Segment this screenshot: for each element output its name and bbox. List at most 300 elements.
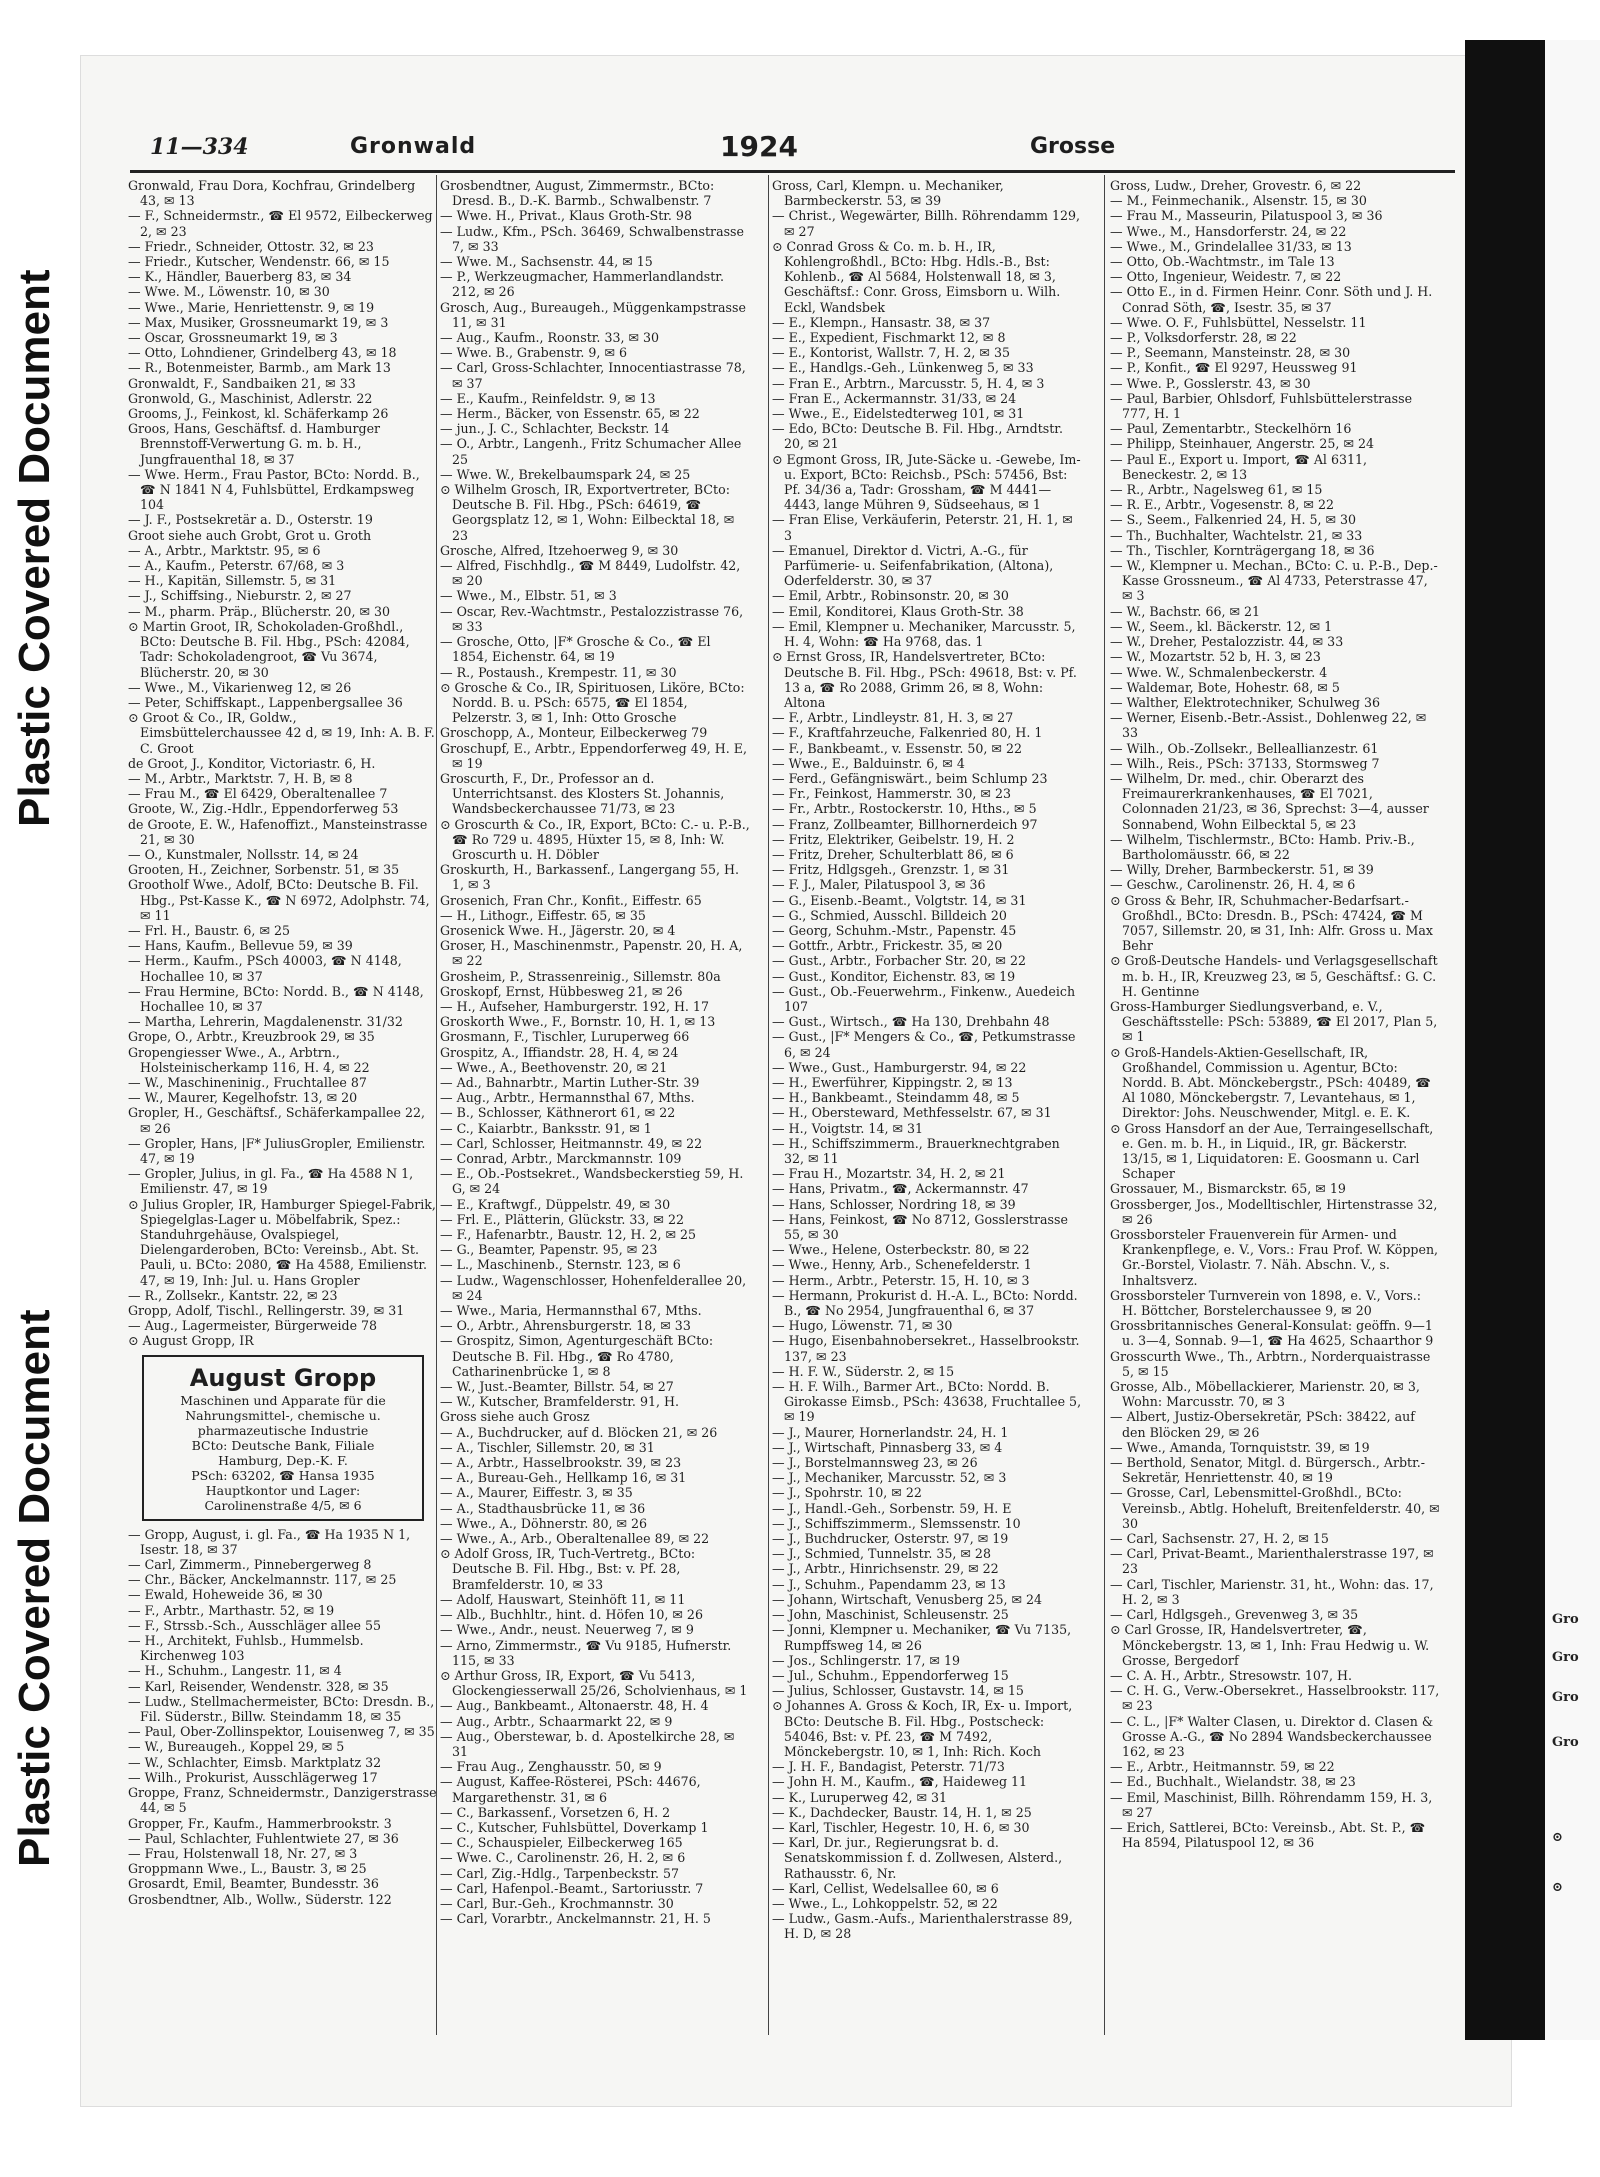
directory-entry: — Wwe. W., Brekelbaumspark 24, ✉ 25: [440, 466, 691, 482]
directory-entry: — Fran Elise, Verkäuferin, Peterstr. 21, H. 1, ✉ 3: [772, 512, 1073, 543]
margin-mark: Gro: [1552, 1735, 1579, 1750]
directory-entry: Grooms, J., Feinkost, kl. Schäferkamp 26: [128, 406, 389, 422]
directory-entry: Grosse, Alb., Möbellackierer, Marienstr. 20, ✉ 3, Wohn: Marcusstr. 70, ✉ 3: [1110, 1379, 1420, 1410]
directory-entry: — A., Maurer, Eiffestr. 3, ✉ 35: [440, 1485, 633, 1501]
directory-entry: — Aug., Oberstewar, b. d. Apostelkirche 28, ✉ 31: [440, 1728, 735, 1759]
directory-entry: — Wwe., A., Beethovenstr. 20, ✉ 21: [440, 1059, 668, 1075]
directory-entry: — P., Werkzeugmacher, Hammerlandlandstr. 212, ✉ 26: [440, 269, 724, 300]
directory-column-4: [1110, 178, 1440, 2028]
directory-column-1: [128, 178, 438, 2028]
directory-entry: — A., Tischler, Sillemstr. 20, ✉ 31: [440, 1439, 655, 1455]
directory-entry: — Waldemar, Bote, Hohestr. 68, ✉ 5: [1110, 679, 1340, 695]
directory-entry: Grossborsteler Frauenverein für Armen- und Krankenpflege, e. V., Vors.: Frau Prof. W. Köppen, Gr.-Borstel, Violastr. 7. Näh. Abschn. V., s. Inhaltsverz.: [1110, 1227, 1439, 1288]
directory-entry: Grosardt, Emil, Beamter, Bundesstr. 36: [128, 1876, 379, 1892]
directory-entry: — Carl, Bur.-Geh., Krochmannstr. 30: [440, 1895, 674, 1911]
margin-mark: Gro: [1552, 1690, 1579, 1705]
directory-entry: Gronwold, G., Maschinist, Adlerstr. 22: [128, 390, 373, 406]
directory-entry: — J. F., Postsekretär a. D., Osterstr. 19: [128, 512, 373, 528]
directory-entry: — Wwe. M., Sachsenstr. 44, ✉ 15: [440, 254, 653, 270]
directory-entry: Grossauer, M., Bismarckstr. 65, ✉ 19: [1110, 1181, 1346, 1197]
directory-entry: — J., Schuhm., Papendamm 23, ✉ 13: [772, 1576, 1006, 1592]
directory-entry: — Hugo, Eisenbahnobersekret., Hasselbrookstr. 137, ✉ 23: [772, 1333, 1080, 1364]
directory-entry: — Wwe., A., Arb., Oberaltenallee 89, ✉ 22: [440, 1531, 710, 1547]
directory-entry: — Alfred, Fischhdlg., ☎ M 8449, Ludolfstr. 42, ✉ 20: [440, 558, 741, 589]
margin-mark: Gro: [1552, 1650, 1579, 1665]
directory-entry: Gronwald, Frau Dora, Kochfrau, Grindelberg 43, ✉ 13: [128, 178, 416, 209]
directory-entry: Gropler, H., Geschäftsf., Schäferkampallee 22, ✉ 26: [128, 1105, 425, 1136]
directory-entry: Grossborsteler Turnverein von 1898, e. V., Vors.: H. Böttcher, Borstelerchaussee 9, ✉ 20: [1110, 1287, 1422, 1319]
directory-entry: — Emil, Konditorei, Klaus Groth-Str. 38: [772, 603, 1024, 619]
directory-entry: — Johann, Wirtschaft, Venusberg 25, ✉ 24: [772, 1591, 1043, 1607]
directory-entry: — Wwe. M., Löwenstr. 10, ✉ 30: [128, 284, 330, 300]
directory-entry: — M., Feinmechanik., Alsenstr. 15, ✉ 30: [1110, 193, 1367, 209]
directory-entry: — Max, Musiker, Grossneumarkt 19, ✉ 3: [128, 314, 389, 330]
directory-entry: — R., Botenmeister, Barmb., am Mark 13: [128, 360, 391, 376]
directory-entry: Grosche, Alfred, Itzehoerweg 9, ✉ 30: [440, 542, 679, 558]
directory-entry: — J., Mechaniker, Marcusstr. 52, ✉ 3: [772, 1470, 1007, 1486]
directory-entry: — Fran E., Ackermannstr. 31/33, ✉ 24: [772, 390, 1017, 406]
directory-entry: — Ad., Bahnarbtr., Martin Luther-Str. 39: [440, 1074, 700, 1090]
directory-entry: — E., Handlgs.-Geh., Lünkenweg 5, ✉ 33: [772, 360, 1034, 376]
directory-entry: — Otto, Lohndiener, Grindelberg 43, ✉ 18: [128, 345, 397, 361]
directory-entry: — Gropp, August, i. gl. Fa., ☎ Ha 1935 N 1, Isestr. 18, ✉ 37: [128, 1526, 411, 1557]
directory-entry: — H., Aufseher, Hamburgerstr. 192, H. 17: [440, 998, 709, 1014]
directory-entry: — Erich, Sattlerei, BCto: Vereinsb., Abt. St. P., ☎ Ha 8594, Pilatuspool 12, ✉ 36: [1110, 1819, 1426, 1851]
directory-entry: Grosenich, Fran Chr., Konfit., Eiffestr. 65: [440, 892, 702, 908]
directory-entry: — C., Kaiarbtr., Banksstr. 91, ✉ 1: [440, 1120, 652, 1136]
directory-entry: — Carl, Zig.-Hdlg., Tarpenbeckstr. 57: [440, 1865, 680, 1881]
directory-entry: — Wwe., E., Balduinstr. 6, ✉ 4: [772, 755, 965, 771]
directory-entry: — Frl. H., Baustr. 6, ✉ 25: [128, 922, 291, 938]
directory-entry: — J., Handl.-Geh., Sorbenstr. 59, H. E: [772, 1500, 1012, 1516]
directory-entry: — Martha, Lehrerin, Magdalenenstr. 31/32: [128, 1014, 403, 1030]
directory-entry: — Wilh., Ob.-Zollsekr., Belleallianzestr. 61: [1110, 740, 1379, 756]
directory-entry: — Wwe., Gust., Hamburgerstr. 94, ✉ 22: [772, 1059, 1027, 1075]
directory-entry: Grossbritannisches General-Konsulat: geöffn. 9—1 u. 3—4, Sonnab. 9—1, ☎ Ha 4625, Schaarthor 9: [1110, 1318, 1434, 1349]
directory-entry: — E., Kontorist, Wallstr. 7, H. 2, ✉ 35: [772, 345, 1010, 361]
directory-entry: — W., Klempner u. Mechan., BCto: C. u. P.-B., Dep.-Kasse Grossneum., ☎ Al 4733, Peterstrasse 47, ✉ 3: [1110, 558, 1438, 604]
directory-entry: ⊙ Gross & Behr, IR, Schuhmacher-Bedarfsart.-Großhdl., BCto: Dresdn. B., PSch: 47424, ☎ M 7057, Sillemstr. 20, ✉ 31, Inh: Alfr. Gross u. Max Behr: [1110, 892, 1434, 954]
directory-entry: — Carl, Sachsenstr. 27, H. 2, ✉ 15: [1110, 1531, 1329, 1547]
directory-entry: — Carl, Hdlgsgeh., Grevenweg 3, ✉ 35: [1110, 1607, 1359, 1623]
directory-entry: — Wilh., Prokurist, Ausschlägerweg 17: [128, 1769, 378, 1785]
directory-entry: — Oscar, Grossneumarkt 19, ✉ 3: [128, 330, 338, 346]
directory-entry: — Gust., Arbtr., Forbacher Str. 20, ✉ 22: [772, 953, 1026, 969]
directory-entry: — J., Schmied, Tunnelstr. 35, ✉ 28: [772, 1546, 991, 1562]
directory-entry: — Carl, Schlosser, Heitmannstr. 49, ✉ 22: [440, 1135, 703, 1151]
directory-entry: — Herm., Arbtr., Peterstr. 15, H. 10, ✉ 3: [772, 1272, 1030, 1288]
directory-entry: ⊙ Groot & Co., IR, Goldw., Eimsbüttelerchaussee 42 d, ✉ 19, Inh: A. B. F. C. Groot: [128, 710, 435, 756]
directory-entry: — Wwe. H., Privat., Klaus Groth-Str. 98: [440, 208, 692, 224]
directory-entry: — R., Postaush., Krempestr. 11, ✉ 30: [440, 664, 677, 680]
directory-entry: — Wwe. C., Carolinenstr. 26, H. 2, ✉ 6: [440, 1850, 686, 1866]
header-right-word: Grosse: [1030, 134, 1116, 159]
directory-entry: — K., Händler, Bauerberg 83, ✉ 34: [128, 269, 352, 285]
directory-entry: — O., Arbtr., Langenh., Fritz Schumacher Allee 25: [440, 436, 742, 467]
directory-entry: Grosenick Wwe. H., Jägerstr. 20, ✉ 4: [440, 922, 676, 938]
directory-entry: — Wilhelm, Dr. med., chir. Oberarzt des Freimaurerkrankenhauses, ☎ El 7021, Colonnaden 21/23, ✉ 36, Sprechst: 3—4, ausser Sonnabend, Wohn Eilbecktal 5, ✉ 23: [1110, 770, 1429, 832]
directory-entry: — L., Maschinenb., Sternstr. 123, ✉ 6: [440, 1257, 681, 1273]
directory-entry: — Ewald, Hoheweide 36, ✉ 30: [128, 1587, 323, 1603]
directory-entry: Groser, H., Maschinenmstr., Papenstr. 20, H. A, ✉ 22: [440, 938, 743, 969]
directory-entry: — H., Ewerführer, Kippingstr. 2, ✉ 13: [772, 1074, 1013, 1090]
directory-entry: — F., Arbtr., Lindleystr. 81, H. 3, ✉ 27: [772, 710, 1014, 726]
directory-entry: — Gust., Ob.-Feuerwehrm., Finkenw., Auedeich 107: [772, 983, 1076, 1014]
directory-entry: — G., Beamter, Papenstr. 95, ✉ 23: [440, 1242, 658, 1258]
side-caption-bottom: Plastic Covered Document: [10, 1309, 59, 1867]
directory-entry: — W., Just.-Beamter, Billstr. 54, ✉ 27: [440, 1379, 674, 1395]
directory-entry: — W., Schlachter, Eimsb. Marktplatz 32: [128, 1754, 382, 1770]
directory-entry: — R., Zollsekr., Kantstr. 22, ✉ 23: [128, 1287, 338, 1303]
directory-entry: — Emanuel, Direktor d. Victri, A.-G., für Parfümerie- u. Seifenfabrikation, (Altona), Oderfelderstr. 30, ✉ 37: [772, 542, 1054, 589]
directory-entry: — B., Schlosser, Käthnerort 61, ✉ 22: [440, 1105, 676, 1121]
directory-entry: ⊙ Arthur Gross, IR, Export, ☎ Vu 5413, Glockengiesserwall 25/26, Scholvienhaus, ✉ 1: [440, 1667, 748, 1699]
directory-entry: — Fritz, Hdlgsgeh., Grenzstr. 1, ✉ 31: [772, 862, 1010, 878]
directory-entry: Gross, Ludw., Dreher, Grovestr. 6, ✉ 22: [1110, 178, 1362, 193]
directory-entry: — Julius, Schlosser, Gustavstr. 14, ✉ 15: [772, 1683, 1024, 1699]
directory-entry: Groote, W., Zig.-Hdlr., Eppendorferweg 53: [128, 801, 399, 817]
directory-entry: Groschopp, A., Monteur, Eilbeckerweg 79: [440, 725, 708, 741]
directory-entry: — Chr., Bäcker, Anckelmannstr. 117, ✉ 25: [128, 1572, 397, 1588]
directory-entry: Grope, O., Arbtr., Kreuzbrook 29, ✉ 35: [128, 1029, 375, 1045]
advertisement-line: Maschinen und Apparate für die: [180, 1392, 386, 1408]
margin-mark: ⊙: [1552, 1880, 1563, 1895]
directory-entry: — Peter, Schiffskapt., Lappenbergsallee 36: [128, 694, 403, 710]
directory-entry: — Willy, Dreher, Barmbeckerstr. 51, ✉ 39: [1110, 862, 1374, 878]
directory-entry: — Wwe., Maria, Hermannsthal 67, Mths.: [440, 1303, 702, 1319]
directory-entry: — H., Architekt, Fuhlsb., Hummelsb. Kirchenweg 103: [128, 1633, 364, 1664]
directory-entry: — Frau M., ☎ El 6429, Oberaltenallee 7: [128, 786, 388, 802]
directory-entry: Gross-Hamburger Siedlungsverband, e. V., Geschäftsstelle: PSch: 53889, ☎ El 2017, Plan 5, ✉ 1: [1110, 998, 1438, 1045]
directory-entry: — Aug., Kaufm., Roonstr. 33, ✉ 30: [440, 330, 660, 346]
directory-entry: Gross, Carl, Klempn. u. Mechaniker, Barmbeckerstr. 53, ✉ 39: [772, 178, 1004, 209]
directory-entry: — Wwe., M., Vikarienweg 12, ✉ 26: [128, 679, 352, 695]
directory-entry: — Alb., Buchhltr., hint. d. Höfen 10, ✉ 26: [440, 1607, 703, 1623]
directory-entry: Grosbendtner, Alb., Wollw., Süderstr. 122: [128, 1891, 392, 1907]
directory-entry: — Jonni, Klempner u. Mechaniker, ☎ Vu 7135, Rumpffsweg 14, ✉ 26: [772, 1622, 1072, 1653]
directory-entry: — F., Strssb.-Sch., Ausschläger allee 55: [128, 1617, 382, 1633]
directory-entry: — Frl. E., Plätterin, Glückstr. 33, ✉ 22: [440, 1211, 685, 1227]
directory-entry: — H., Voigtstr. 14, ✉ 31: [772, 1120, 924, 1136]
directory-entry: — F., Kraftfahrzeuche, Falkenried 80, H. 1: [772, 725, 1043, 741]
directory-entry: — H., Schiffszimmerm., Brauerknechtgraben 32, ✉ 11: [772, 1135, 1060, 1166]
directory-entry: — Adolf, Hauswart, Steinhöft 11, ✉ 11: [440, 1591, 686, 1607]
directory-entry: — H., Lithogr., Eiffestr. 65, ✉ 35: [440, 907, 646, 923]
directory-entry: — Philipp, Steinhauer, Angerstr. 25, ✉ 24: [1110, 436, 1375, 452]
directory-entry: — W., Mozartstr. 52 b, H. 3, ✉ 23: [1110, 649, 1321, 665]
column-divider: [768, 175, 769, 2035]
directory-entry: — Gropler, Hans, |F* JuliusGropler, Emilienstr. 47, ✉ 19: [128, 1135, 426, 1166]
advertisement-line: Hauptkontor und Lager:: [205, 1482, 361, 1498]
directory-entry: — Emil, Klempner u. Mechaniker, Marcusstr. 5, H. 4, Wohn: ☎ Ha 9768, das. 1: [772, 618, 1076, 650]
directory-entry: Gropp, Adolf, Tischl., Rellingerstr. 39, ✉ 31: [128, 1303, 405, 1319]
directory-entry: — P., Seemann, Mansteinstr. 28, ✉ 30: [1110, 345, 1351, 361]
directory-entry: ⊙ Groscurth & Co., IR, Export, BCto: C.- u. P.-B., ☎ Ro 729 u. 4895, Hüxter 15, ✉ 8, Inh: W. Groscurth u. H. Döbler: [440, 816, 750, 862]
directory-entry: — J., Maurer, Hornerlandstr. 24, H. 1: [772, 1424, 1009, 1440]
directory-entry: — Karl, Tischler, Hegestr. 10, H. 6, ✉ 30: [772, 1819, 1030, 1835]
page-header: [150, 130, 1440, 170]
directory-entry: — Otto, Ob.-Wachtmstr., im Tale 13: [1110, 254, 1335, 270]
directory-entry: — E., Ob.-Postsekret., Wandsbeckerstieg 59, H. G, ✉ 24: [440, 1166, 744, 1197]
directory-entry: — Hans, Feinkost, ☎ No 8712, Gosslerstrasse 55, ✉ 30: [772, 1211, 1068, 1243]
directory-entry: — Wwe. P., Gosslerstr. 43, ✉ 30: [1110, 375, 1311, 391]
directory-entry: Gropper, Fr., Kaufm., Hammerbrookstr. 3: [128, 1815, 392, 1831]
directory-entry: — Karl, Cellist, Wedelsallee 60, ✉ 6: [772, 1880, 999, 1896]
directory-entry: — E., Kraftwgf., Düppelstr. 49, ✉ 30: [440, 1196, 671, 1212]
directory-entry: — Carl, Vorarbtr., Anckelmannstr. 21, H. 5: [440, 1911, 711, 1927]
directory-entry: — Wwe. Herm., Frau Pastor, BCto: Nordd. B., ☎ N 1841 N 4, Fuhlsbüttel, Erdkampsweg 104: [128, 466, 420, 513]
directory-entry: — Frau H., Mozartstr. 34, H. 2, ✉ 21: [772, 1166, 1006, 1182]
directory-entry: — W., Maurer, Kegelhofstr. 13, ✉ 20: [128, 1090, 358, 1106]
directory-entry: — Paul, Schlachter, Fuhlentwiete 27, ✉ 36: [128, 1830, 399, 1846]
directory-entry: — Th., Tischler, Kornträgergang 18, ✉ 36: [1110, 542, 1375, 558]
directory-entry: — Wwe., M., Hansdorferstr. 24, ✉ 22: [1110, 223, 1347, 239]
directory-entry: — J., Schiffszimmerm., Slemssenstr. 10: [772, 1515, 1021, 1531]
directory-entry: — H., Kapitän, Sillemstr. 5, ✉ 31: [128, 573, 337, 589]
directory-entry: — Gropler, Julius, in gl. Fa., ☎ Ha 4588 N 1, Emilienstr. 47, ✉ 19: [128, 1166, 414, 1197]
directory-entry: — H., Schuhm., Langestr. 11, ✉ 4: [128, 1663, 342, 1679]
directory-entry: — W., Seem., kl. Bäckerstr. 12, ✉ 1: [1110, 618, 1333, 634]
directory-entry: ⊙ August Gropp, IR: [128, 1333, 254, 1349]
directory-entry: — Grospitz, Simon, Agenturgeschäft BCto: Deutsche B. Fil. Hbg., ☎ Ro 4780, Catharinenbrücke 1, ✉ 8: [440, 1333, 714, 1379]
directory-entry: — C. L., |F* Walter Clasen, u. Direktor d. Clasen & Grosse A.-G., ☎ No 2894 Wandsbeckerchaussee 162, ✉ 23: [1110, 1713, 1434, 1759]
directory-entry: — J., Borstelmannsweg 23, ✉ 26: [772, 1455, 978, 1471]
directory-entry: — F., Schneidermstr., ☎ El 9572, Eilbeckerweg 2, ✉ 23: [128, 208, 433, 239]
directory-entry: — R. E., Arbtr., Vogesenstr. 8, ✉ 22: [1110, 497, 1334, 513]
directory-entry: — jun., J. C., Schlachter, Beckstr. 14: [440, 421, 670, 437]
header-rule: [130, 170, 1455, 173]
directory-entry: Groos, Hans, Geschäftsf. d. Hamburger Brennstoff-Verwertung G. m. b. H., Jungfrauenthal 18, ✉ 37: [128, 421, 381, 467]
directory-entry: — Fr., Feinkost, Hammerstr. 30, ✉ 23: [772, 786, 1011, 802]
directory-entry: — Hans, Privatm., ☎, Ackermannstr. 47: [772, 1181, 1029, 1197]
directory-entry: — Aug., Lagermeister, Bürgerweide 78: [128, 1318, 378, 1334]
directory-entry: — Emil, Arbtr., Robinsonstr. 20, ✉ 30: [772, 588, 1009, 604]
directory-entry: — Fr., Arbtr., Rostockerstr. 10, Hths., ✉ 5: [772, 801, 1037, 817]
directory-entry: — C., Schauspieler, Eilbeckerweg 165: [440, 1835, 683, 1851]
directory-entry: — Christ., Wegewärter, Billh. Röhrendamm 129, ✉ 27: [772, 208, 1080, 239]
directory-entry: — Grosse, Carl, Lebensmittel-Großhdl., BCto: Vereinsb., Abtlg. Hoheluft, Breitenfelderstr. 40, ✉ 30: [1110, 1485, 1440, 1531]
directory-entry: — A., Arbtr., Hasselbrookstr. 39, ✉ 23: [440, 1455, 682, 1471]
directory-entry: ⊙ Ernst Gross, IR, Handelsvertreter, BCto: Deutsche B. Fil. Hbg., PSch: 49618, Bst: v. Pf. 13 a, ☎ Ro 2088, Grimm 26, ✉ 8, Wohn: Altona: [772, 649, 1077, 710]
directory-entry: — Wwe., E., Eidelstedterweg 101, ✉ 31: [772, 406, 1025, 422]
directory-entry: — E., Klempn., Hansastr. 38, ✉ 37: [772, 314, 991, 330]
margin-mark: Gro: [1552, 1612, 1579, 1627]
page-number: 11—334: [150, 134, 249, 160]
directory-entry: Gropengiesser Wwe., A., Arbtrn., Holsteinischerkamp 116, H. 4, ✉ 22: [128, 1044, 370, 1075]
directory-entry: — M., Arbtr., Marktstr. 7, H. B, ✉ 8: [128, 770, 353, 786]
directory-entry: — Wwe., Andr., neust. Neuerweg 7, ✉ 9: [440, 1622, 694, 1638]
directory-entry: ⊙ Adolf Gross, IR, Tuch-Vertretg., BCto: Deutsche B. Fil. Hbg., Bst: v. Pf. 28, Bramfelderstr. 10, ✉ 33: [440, 1546, 696, 1592]
directory-entry: — A., Bureau-Geh., Hellkamp 16, ✉ 31: [440, 1470, 687, 1486]
directory-entry: — Fritz, Elektriker, Geibelstr. 19, H. 2: [772, 831, 1015, 847]
directory-entry: — Aug., Arbtr., Schaarmarkt 22, ✉ 9: [440, 1713, 673, 1729]
directory-entry: — Otto E., in d. Firmen Heinr. Conr. Söth und J. H. Conrad Söth, ☎, Isestr. 35, ✉ 37: [1110, 284, 1433, 315]
directory-entry: — Carl, Tischler, Marienstr. 31, ht., Wohn: das. 17, H. 2, ✉ 3: [1110, 1576, 1434, 1607]
directory-entry: — J., Wirtschaft, Pinnasberg 33, ✉ 4: [772, 1439, 1003, 1455]
directory-entry: Groppmann Wwe., L., Baustr. 3, ✉ 25: [128, 1861, 367, 1877]
directory-entry: Grosch, Aug., Bureaugeh., Müggenkampstrasse 11, ✉ 31: [440, 299, 746, 330]
directory-entry: — Frau Hermine, BCto: Nordd. B., ☎ N 4148, Hochallee 10, ✉ 37: [128, 983, 424, 1014]
advertisement-line: pharmazeutische Industrie: [197, 1422, 369, 1438]
directory-entry: — Th., Buchhalter, Wachtelstr. 21, ✉ 33: [1110, 527, 1363, 543]
directory-entry: — Paul, Ober-Zollinspektor, Louisenweg 7, ✉ 35: [128, 1724, 435, 1740]
directory-entry: — K., Luruperweg 42, ✉ 31: [772, 1789, 948, 1805]
directory-entry: — John, Maschinist, Schleusenstr. 25: [772, 1607, 1009, 1623]
directory-entry: Groscurth, F., Dr., Professor an d. Unterrichtsanst. des Klosters St. Johannis, Wandsbeckerchaussee 71/73, ✉ 23: [440, 770, 725, 817]
directory-entry: — John H. M., Kaufm., ☎, Haideweg 11: [772, 1774, 1028, 1790]
directory-entry: Grosmann, F., Tischler, Luruperweg 66: [440, 1029, 690, 1045]
directory-entry: ⊙ Groß-Handels-Aktien-Gesellschaft, IR, Großhandel, Commission u. Agentur, BCto: Nordd. B. Abt. Mönckebergstr., PSch: 40489, ☎ Al 1080, Mönckebergstr. 7, Levantehaus, ✉ 1, Direktor: Johs. Neuschwender, Mitgl. e. E. K.: [1110, 1044, 1431, 1121]
directory-entry: — Georg, Schuhm.-Mstr., Papenstr. 45: [772, 922, 1017, 938]
directory-entry: Groskopf, Ernst, Hübbesweg 21, ✉ 26: [440, 983, 683, 999]
directory-entry: — W., Kutscher, Bramfelderstr. 91, H.: [440, 1394, 679, 1410]
directory-entry: — W., Bureaugeh., Koppel 29, ✉ 5: [128, 1739, 345, 1755]
advertisement-title: August Gropp: [189, 1363, 377, 1392]
directory-entry: — Wwe., M., Elbstr. 51, ✉ 3: [440, 588, 617, 604]
directory-entry: ⊙ Johannes A. Gross & Koch, IR, Ex- u. Import, BCto: Deutsche B. Fil. Hbg., Postscheck: 54046, Bst: v. Pf. 23, ☎ M 7492, Mönckebergstr. 10, ✉ 1, Inh: Rich. Koch: [772, 1698, 1073, 1759]
directory-entry: — Franz, Zollbeamter, Billhornerdeich 97: [772, 816, 1038, 832]
directory-entry: — Carl, Gross-Schlachter, Innocentiastrasse 78, ✉ 37: [440, 360, 746, 391]
directory-entry: — Wwe., A., Döhnerstr. 80, ✉ 26: [440, 1515, 648, 1531]
directory-entry: — Gust., Konditor, Eichenstr. 83, ✉ 19: [772, 968, 1016, 984]
directory-entry: — A., Stadthausbrücke 11, ✉ 36: [440, 1500, 646, 1516]
directory-entry: — Wwe., Helene, Osterbeckstr. 80, ✉ 22: [772, 1242, 1030, 1258]
directory-entry: — Wwe., L., Lohkoppelstr. 52, ✉ 22: [772, 1895, 998, 1911]
directory-entry: ⊙ Wilhelm Grosch, IR, Exportvertreter, BCto: Deutsche B. Fil. Hbg., PSch: 64619, ☎ Georgsplatz 12, ✉ 1, Wohn: Eilbecktal 18, ✉ 23: [440, 482, 735, 543]
directory-entry: — Geschw., Carolinenstr. 26, H. 4, ✉ 6: [1110, 877, 1356, 893]
directory-entry: — H. F. W., Süderstr. 2, ✉ 15: [772, 1363, 955, 1379]
directory-entry: — Gust., Wirtsch., ☎ Ha 130, Drehbahn 48: [772, 1014, 1050, 1030]
directory-entry: — Paul, Zementarbtr., Steckelhörn 16: [1110, 421, 1352, 437]
directory-entry: — Wwe., Marie, Henriettenstr. 9, ✉ 19: [128, 299, 375, 315]
directory-entry: Groskurth, H., Barkassenf., Langergang 55, H. 1, ✉ 3: [440, 862, 739, 893]
directory-entry: — Karl, Reisender, Wendenstr. 328, ✉ 35: [128, 1678, 389, 1694]
directory-entry: — G., Schmied, Ausschl. Billdeich 20: [772, 907, 1007, 923]
directory-entry: — Herm., Bäcker, von Essenstr. 65, ✉ 22: [440, 406, 700, 422]
advertisement-line: PSch: 63202, ☎ Hansa 1935: [191, 1467, 375, 1483]
advertisement-line: BCto: Deutsche Bank, Filiale: [191, 1437, 375, 1453]
directory-entry: — Paul E., Export u. Import, ☎ Al 6311, Beneckestr. 2, ✉ 13: [1110, 451, 1368, 482]
directory-entry: — Ludw., Stellmachermeister, BCto: Dresdn. B., Fil. Süderstr., Billw. Steindamm 18, ✉ 35: [128, 1693, 435, 1725]
directory-entry: — Hans, Schlosser, Nordring 18, ✉ 39: [772, 1196, 1016, 1212]
directory-entry: — C., Barkassenf., Vorsetzen 6, H. 2: [440, 1804, 671, 1820]
directory-entry: Grootholf Wwe., Adolf, BCto: Deutsche B. Fil. Hbg., Pst-Kasse K., ☎ N 6972, Adolphstr. 74, ✉ 11: [128, 877, 430, 923]
directory-entry: — Carl, Zimmerm., Pinnebergerweg 8: [128, 1557, 372, 1573]
directory-entry: ⊙ Groß-Deutsche Handels- und Verlagsgesellschaft m. b. H., IR, Kreuzweg 23, ✉ 5, Geschäftsf.: G. C. H. Gentinne: [1110, 953, 1438, 999]
directory-entry: Groot siehe auch Grobt, Grot u. Groth: [128, 527, 372, 543]
advertisement-line: Hamburg, Dep.-K. F.: [218, 1452, 348, 1468]
directory-entry: — Herm., Kaufm., PSch 40003, ☎ N 4148, Hochallee 10, ✉ 37: [128, 953, 402, 984]
directory-entry: — Friedr., Schneider, Ottostr. 32, ✉ 23: [128, 238, 374, 254]
directory-entry: — Wilhelm, Tischlermstr., BCto: Hamb. Priv.-B., Bartholomäusstr. 66, ✉ 22: [1110, 831, 1415, 862]
directory-entry: Grospitz, A., Iffiandstr. 28, H. 4, ✉ 24: [440, 1044, 679, 1060]
directory-entry: — Wwe., Amanda, Tornquiststr. 39, ✉ 19: [1110, 1439, 1370, 1455]
directory-entry: — Walther, Elektrotechniker, Schulweg 36: [1110, 694, 1381, 710]
directory-entry: — Carl, Privat-Beamt., Marienthalerstrasse 197, ✉ 23: [1110, 1546, 1434, 1577]
side-caption-strip: [0, 0, 70, 2177]
directory-entry: — Berthold, Senator, Mitgl. d. Bürgersch., Arbtr.-Sekretär, Henriettenstr. 40, ✉ 19: [1110, 1455, 1425, 1486]
directory-entry: — Oscar, Rev.-Wachtmstr., Pestalozzistrasse 76, ✉ 33: [440, 603, 744, 634]
directory-entry: Gross siehe auch Grosz: [440, 1409, 590, 1425]
directory-entry: ⊙ Gross Hansdorf an der Aue, Terraingesellschaft, e. Gen. m. b. H., in Liquid., IR, gr. Bäckerstr. 13/15, ✉ 1, Liquidatoren: E. Goosmann u. Carl Schaper: [1110, 1120, 1434, 1182]
directory-entry: — H., Obersteward, Methfesselstr. 67, ✉ 31: [772, 1105, 1052, 1121]
header-left-word: Gronwald: [350, 134, 477, 159]
directory-entry: — Hans, Kaufm., Bellevue 59, ✉ 39: [128, 938, 353, 954]
directory-entry: — Ludw., Gasm.-Aufs., Marienthalerstrasse 89, H. D, ✉ 28: [772, 1911, 1073, 1942]
directory-entry: — W., Maschineninig., Fruchtallee 87: [128, 1074, 367, 1090]
directory-entry: — Ludw., Kfm., PSch. 36469, Schwalbenstrasse 7, ✉ 33: [440, 223, 744, 254]
column-divider: [1104, 175, 1105, 2035]
directory-entry: — Frau, Holstenwall 18, Nr. 27, ✉ 3: [128, 1845, 358, 1861]
directory-entry: — P., Volksdorferstr. 28, ✉ 22: [1110, 330, 1297, 346]
directory-entry: Grosheim, P., Strassenreinig., Sillemstr. 80a: [440, 968, 721, 984]
directory-entry: — A., Arbtr., Marktstr. 95, ✉ 6: [128, 542, 321, 558]
directory-entry: — Aug., Arbtr., Hermannsthal 67, Mths.: [440, 1090, 695, 1106]
directory-entry: — M., pharm. Präp., Blücherstr. 20, ✉ 30: [128, 603, 391, 619]
directory-entry: — K., Dachdecker, Baustr. 14, H. 1, ✉ 25: [772, 1804, 1032, 1820]
directory-entry: — F., Bankbeamt., v. Essenstr. 50, ✉ 22: [772, 740, 1023, 756]
margin-mark: ⊙: [1552, 1830, 1563, 1845]
directory-entry: — Grosche, Otto, |F* Grosche & Co., ☎ El 1854, Eichenstr. 64, ✉ 19: [440, 634, 711, 665]
directory-entry: — C. H. G., Verw.-Obersekret., Hasselbrookstr. 117, ✉ 23: [1110, 1683, 1440, 1714]
directory-entry: — Jos., Schlingerstr. 17, ✉ 19: [772, 1652, 960, 1668]
directory-entry: — S., Seem., Falkenried 24, H. 5, ✉ 30: [1110, 512, 1357, 528]
directory-entry: Grosscurth Wwe., Th., Arbtrn., Norderquaistrasse 5, ✉ 15: [1110, 1348, 1431, 1379]
directory-entry: — J., Schiffsing., Nieburstr. 2, ✉ 27: [128, 588, 352, 604]
scan-dark-edge: [1465, 40, 1545, 2040]
directory-entry: Grosbendtner, August, Zimmermstr., BCto: Dresd. B., D.-K. Barmb., Schwalbenstr. 7: [440, 178, 715, 209]
directory-entry: — Hugo, Löwenstr. 71, ✉ 30: [772, 1318, 953, 1334]
directory-entry: — Hermann, Prokurist d. H.-A. L., BCto: Nordd. B., ☎ No 2954, Jungfrauenthal 6, ✉ 37: [772, 1287, 1078, 1319]
directory-column-2: [440, 178, 750, 2028]
directory-entry: Groskorth Wwe., F., Bornstr. 10, H. 1, ✉ 13: [440, 1014, 716, 1030]
directory-entry: — A., Kaufm., Peterstr. 67/68, ✉ 3: [128, 558, 345, 574]
directory-entry: — J., Buchdrucker, Osterstr. 97, ✉ 19: [772, 1531, 1009, 1547]
directory-entry: — Gust., |F* Mengers & Co., ☎, Petkumstrasse 6, ✉ 24: [772, 1029, 1076, 1060]
directory-entry: — A., Buchdrucker, auf d. Blöcken 21, ✉ 26: [440, 1424, 718, 1440]
directory-entry: — F. J., Maler, Pilatuspool 3, ✉ 36: [772, 877, 986, 893]
directory-entry: — Frau M., Masseurin, Pilatuspool 3, ✉ 36: [1110, 208, 1383, 224]
directory-entry: de Groot, J., Konditor, Victoriastr. 6, H.: [128, 755, 376, 771]
directory-column-3: [772, 178, 1082, 2028]
directory-entry: — Arno, Zimmermstr., ☎ Vu 9185, Hufnerstr. 115, ✉ 33: [440, 1637, 732, 1668]
directory-entry: — Ludw., Wagenschlosser, Hohenfelderallee 20, ✉ 24: [440, 1272, 747, 1303]
directory-entry: — C. A. H., Arbtr., Stresowstr. 107, H.: [1110, 1667, 1352, 1683]
directory-entry: ⊙ Carl Grosse, IR, Handelsvertreter, ☎, Mönckebergstr. 13, ✉ 1, Inh: Frau Hedwig u. W. Grosse, Bergedorf: [1110, 1622, 1430, 1668]
directory-entry: — J., Spohrstr. 10, ✉ 22: [772, 1485, 922, 1501]
directory-entry: — W., Bachstr. 66, ✉ 21: [1110, 603, 1261, 619]
directory-entry: — Wwe. O. F., Fuhlsbüttel, Nesselstr. 11: [1110, 314, 1367, 330]
directory-entry: — Edo, BCto: Deutsche B. Fil. Hbg., Arndtstr. 20, ✉ 21: [772, 421, 1063, 452]
directory-entry: — Paul, Barbier, Ohlsdorf, Fuhlsbüttelerstrasse 777, H. 1: [1110, 390, 1413, 422]
directory-entry: ⊙ Egmont Gross, IR, Jute-Säcke u. -Gewebe, Im- u. Export, BCto: Reichsb., PSch: 57456, Bst: Pf. 34/36 a, Tadr: Grossham, ☎ M 4441—4443, lange Mühren 9, Südseehaus, ✉ 1: [772, 451, 1081, 513]
directory-entry: — Gottfr., Arbtr., Frickestr. 35, ✉ 20: [772, 938, 1003, 954]
directory-entry: — P., Konfit., ☎ El 9297, Heussweg 91: [1110, 360, 1358, 376]
advertisement-box: [142, 1355, 424, 1521]
directory-entry: — O., Arbtr., Ahrensburgerstr. 18, ✉ 33: [440, 1318, 691, 1334]
directory-entry: ⊙ Julius Gropler, IR, Hamburger Spiegel-Fabrik, Spiegelglas-Lager u. Möbelfabrik, Spez.: Standuhrgehäuse, Ovalspiegel, Dielengarderoben, BCto: Vereinsb., Abt. St. Pauli, u. BCto: 2080, ☎ Ha 4588, Emilienstr. 47, ✉ 19, Inh: Jul. u. Hans Gropler: [128, 1196, 436, 1288]
advertisement-line: Carolinenstraße 4/5, ✉ 6: [204, 1497, 362, 1513]
directory-entry: — Fritz, Dreher, Schulterblatt 86, ✉ 6: [772, 846, 1014, 862]
directory-entry: — Wwe. B., Grabenstr. 9, ✉ 6: [440, 345, 628, 361]
directory-entry: — Emil, Maschinist, Billh. Röhrendamm 159, H. 3, ✉ 27: [1110, 1789, 1433, 1820]
directory-entry: Groppe, Franz, Schneidermstr., Danzigerstrasse 44, ✉ 5: [128, 1785, 437, 1816]
directory-entry: — E., Arbtr., Heitmannstr. 59, ✉ 22: [1110, 1759, 1335, 1775]
side-caption-top: Plastic Covered Document: [10, 269, 59, 827]
directory-entry: — August, Kaffee-Rösterei, PSch: 44676, Margarethenstr. 31, ✉ 6: [440, 1774, 701, 1805]
directory-entry: ⊙ Conrad Gross & Co. m. b. H., IR, Kohlengroßhdl., BCto: Hbg. Hdls.-B., Bst: Kohlenb., ☎ Al 5684, Holstenwall 18, ✉ 3, Geschäftsf.: Conr. Gross, Eimsborn u. Wilh. Eckl, Wandsbek: [772, 238, 1061, 315]
advertisement-line: Nahrungsmittel-, chemische u.: [185, 1407, 381, 1423]
